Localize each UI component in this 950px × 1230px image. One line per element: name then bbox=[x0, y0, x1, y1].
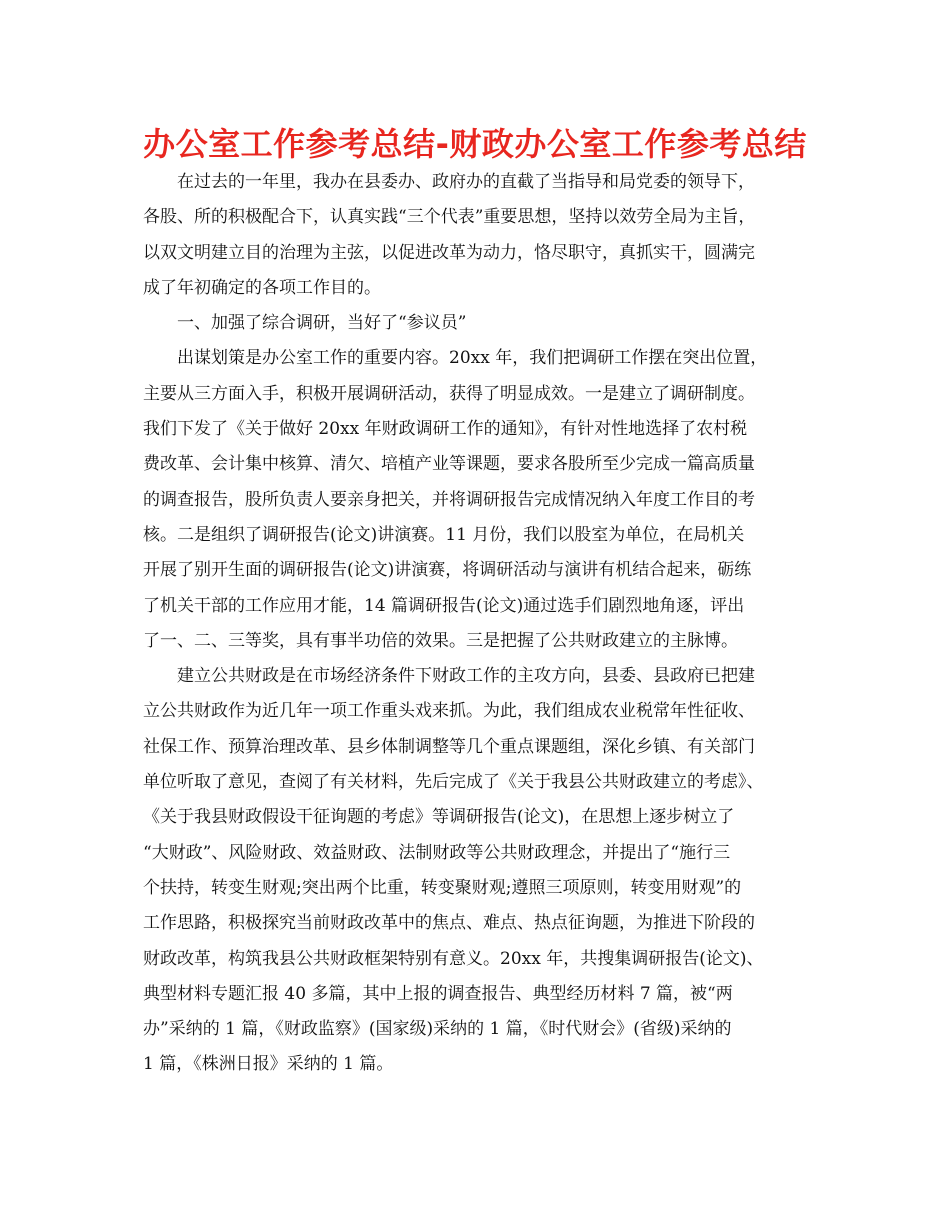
paragraph-line: 单位听取了意见，查阅了有关材料，先后完成了《关于我县公共财政建立的考虑》、 bbox=[143, 772, 764, 793]
paragraph-line: 建立公共财政是在市场经济条件下财政工作的主攻方向，县委、县政府已把建 bbox=[177, 666, 755, 687]
paragraph-line: 在过去的一年里，我办在县委办、政府办的直截了当指导和局党委的领导下， bbox=[177, 172, 755, 192]
paragraph-line: 我们下发了《关于做好 20xx 年财政调研工作的通知》，有针对性地选择了农村税 bbox=[143, 419, 748, 440]
document-body bbox=[143, 165, 808, 1083]
paragraph-line: 办”采纳的 1 篇，《财政监察》(国家级)采纳的 1 篇，《时代财会》(省级)采纳的 bbox=[143, 1019, 732, 1040]
section-heading: 一、加强了综合调研，当好了“参议员” bbox=[177, 313, 467, 334]
paragraph-line: 核。二是组织了调研报告(论文)讲演赛。11 月份，我们以股室为单位，在局机关 bbox=[143, 524, 745, 545]
paragraph-line: 主要从三方面入手，积极开展调研活动，获得了明显成效。一是建立了调研制度。 bbox=[143, 383, 755, 404]
paragraph-line: 1 篇，《株洲日报》采纳的 1 篇。 bbox=[143, 1054, 394, 1075]
paragraph-line: 了一、二、三等奖，具有事半功倍的效果。三是把握了公共财政建立的主脉博。 bbox=[143, 630, 738, 651]
paragraph-line: 开展了别开生面的调研报告(论文)讲演赛，将调研活动与演讲有机结合起来，砺练 bbox=[143, 560, 752, 581]
paragraph-line: 各股、所的积极配合下，认真实践“三个代表”重要思想，坚持以效劳全局为主旨， bbox=[143, 207, 756, 228]
paragraph-line: 工作思路，积极探究当前财政改革中的焦点、难点、热点征询题，为推进下阶段的 bbox=[143, 913, 755, 934]
paragraph-line: 财政改革，构筑我县公共财政框架特别有意义。20xx 年，共搜集调研报告(论文)、 bbox=[143, 948, 764, 969]
paragraph-line: 典型材料专题汇报 40 多篇，其中上报的调查报告、典型经历材料 7 篇，被“两 bbox=[143, 983, 733, 1004]
paragraph-line: 出谋划策是办公室工作的重要内容。20xx 年，我们把调研工作摆在突出位置， bbox=[177, 348, 768, 369]
paragraph-line: 以双文明建立目的治理为主弦，以促进改革为动力，恪尽职守，真抓实干，圆满完 bbox=[143, 242, 755, 263]
paragraph-line: 个扶持，转变生财观;突出两个比重，转变聚财观;遵照三项原则，转变用财观”的 bbox=[143, 877, 742, 898]
document-title: 办公室工作参考总结-财政办公室工作参考总结 bbox=[143, 125, 807, 163]
paragraph-line: 社保工作、预算治理改革、县乡体制调整等几个重点课题组，深化乡镇、有关部门 bbox=[143, 736, 755, 757]
paragraph-line: 的调查报告，股所负责人要亲身把关，并将调研报告完成情况纳入年度工作目的考 bbox=[143, 489, 755, 510]
paragraph-line: 《关于我县财政假设干征询题的考虑》等调研报告(论文)，在思想上逐步树立了 bbox=[143, 807, 735, 828]
paragraph-line: 立公共财政作为近几年一项工作重头戏来抓。为此，我们组成农业税常年性征收、 bbox=[143, 701, 755, 722]
paragraph-line: 成了年初确定的各项工作目的。 bbox=[143, 277, 381, 298]
paragraph-line: “大财政”、风险财政、效益财政、法制财政等公共财政理念，并提出了“施行三 bbox=[143, 842, 731, 863]
paragraph-line: 了机关干部的工作应用才能，14 篇调研报告(论文)通过选手们剧烈地角逐，评出 bbox=[143, 595, 745, 616]
paragraph-line: 费改革、会计集中核算、清欠、培植产业等课题，要求各股所至少完成一篇高质量 bbox=[143, 454, 755, 475]
